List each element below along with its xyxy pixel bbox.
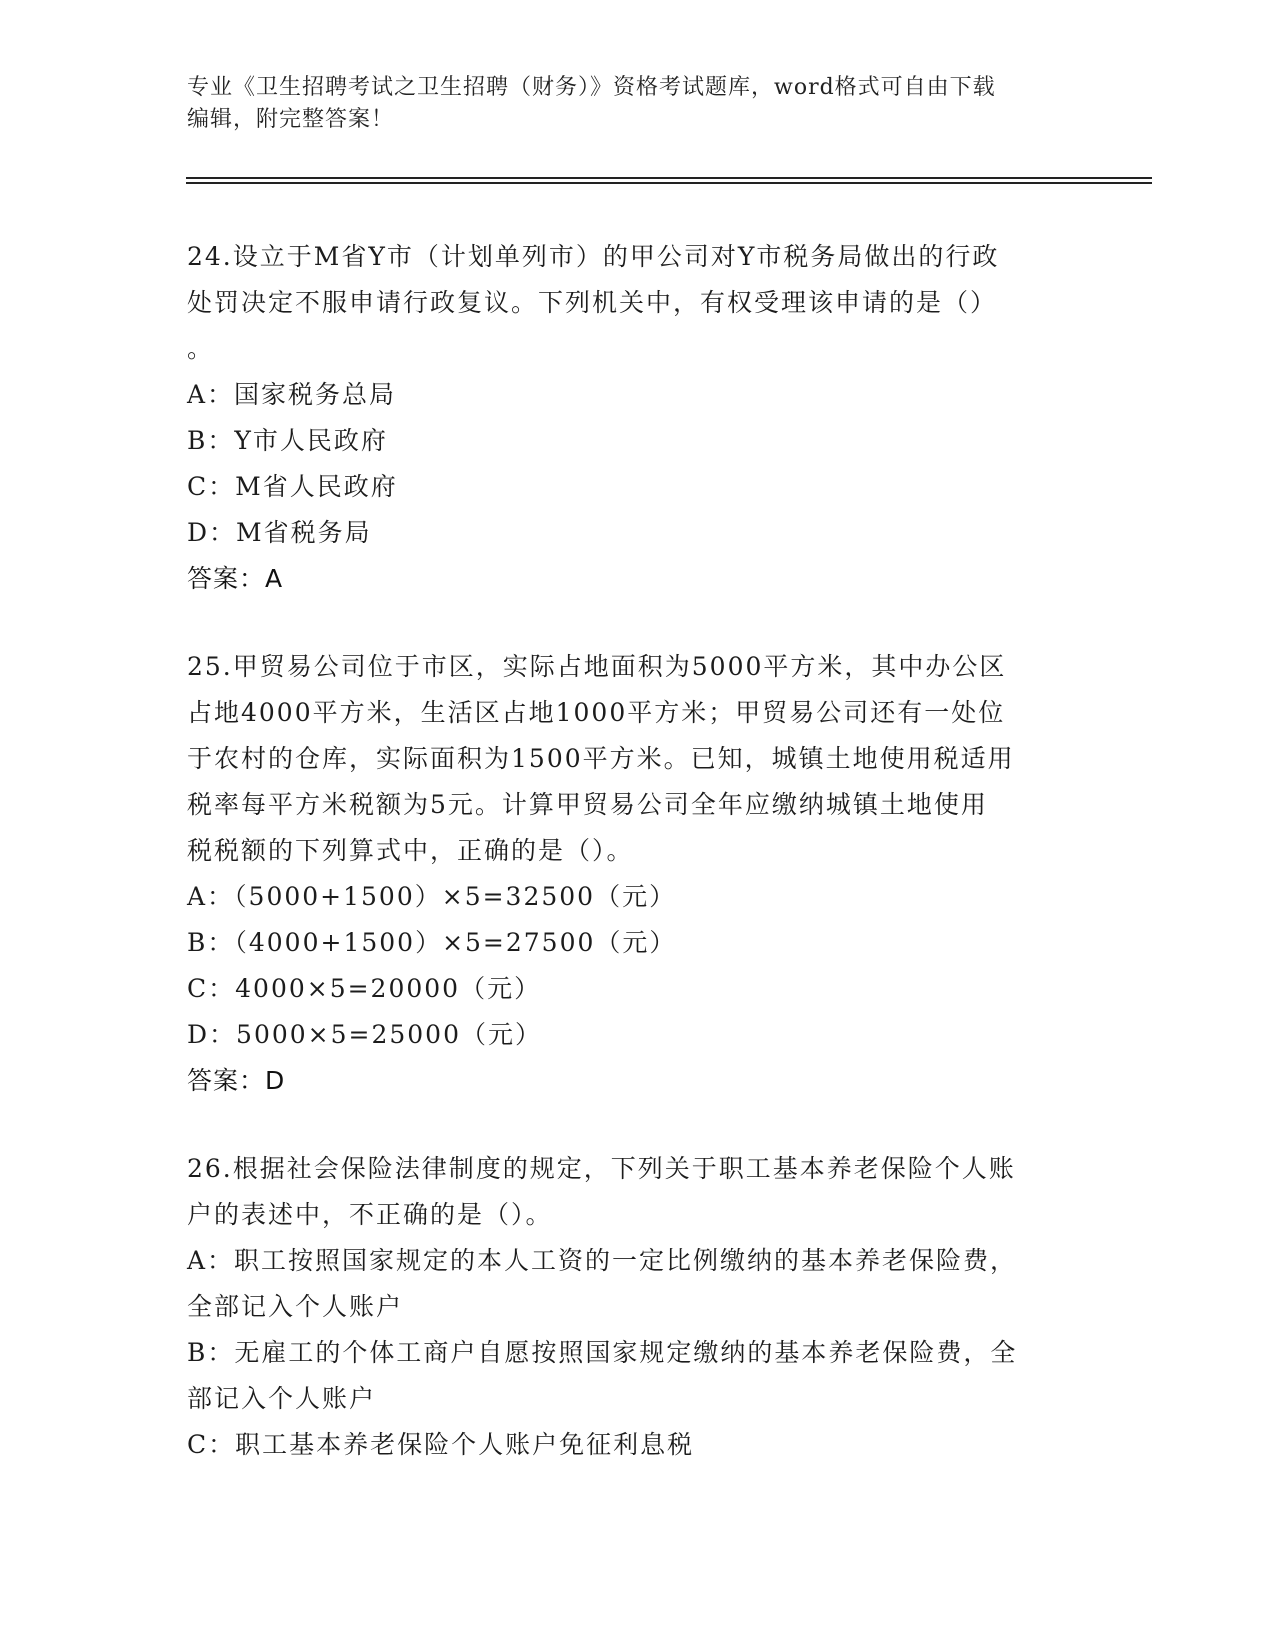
answer-label: 答案：D xyxy=(187,1066,286,1095)
question-stem-line: 25.甲贸易公司位于市区，实际占地面积为5000平方米，其中办公区 xyxy=(187,652,1007,681)
question-stem-line: 于农村的仓库，实际面积为1500平方米。已知，城镇土地使用税适用 xyxy=(187,744,1015,773)
answer-label: 答案：A xyxy=(187,564,284,593)
option-b: B：无雇工的个体工商户自愿按照国家规定缴纳的基本养老保险费，全 xyxy=(187,1338,1018,1367)
option-b-continued: 部记入个人账户 xyxy=(187,1384,377,1413)
question-stem-line: 税税额的下列算式中，正确的是（）。 xyxy=(187,836,634,865)
question-stem-line: 24.设立于M省Y市（计划单列市）的甲公司对Y市税务局做出的行政 xyxy=(187,242,1000,271)
question-list xyxy=(187,234,1087,1468)
option-b: B：（4000+1500）×5=27500（元） xyxy=(187,928,677,957)
question-stem-line: 。 xyxy=(187,334,215,363)
option-d: D：5000×5=25000（元） xyxy=(187,1020,542,1049)
option-c: C：M省人民政府 xyxy=(187,472,398,501)
option-a: A：（5000+1500）×5=32500（元） xyxy=(187,882,677,911)
header-line-2: 编辑，附完整答案！ xyxy=(187,107,395,132)
question-stem-line: 税率每平方米税额为5元。计算甲贸易公司全年应缴纳城镇土地使用 xyxy=(187,790,988,819)
option-b: B：Y市人民政府 xyxy=(187,426,388,455)
question-stem-line: 处罚决定不服申请行政复议。下列机关中，有权受理该申请的是（） xyxy=(187,288,998,317)
header-line-1: 专业《卫生招聘考试之卫生招聘（财务）》资格考试题库，word格式可自由下载 xyxy=(187,75,996,100)
question-26 xyxy=(187,1146,1087,1468)
option-a-continued: 全部记入个人账户 xyxy=(187,1292,404,1321)
option-a: A：职工按照国家规定的本人工资的一定比例缴纳的基本养老保险费， xyxy=(187,1246,1018,1275)
header-divider-top xyxy=(186,177,1152,179)
document-header xyxy=(187,72,1087,136)
header-divider-bottom xyxy=(186,182,1152,184)
option-c: C：4000×5=20000（元） xyxy=(187,974,542,1003)
question-25 xyxy=(187,644,1087,1104)
option-a: A：国家税务总局 xyxy=(187,380,397,409)
question-24 xyxy=(187,234,1087,602)
question-spacer xyxy=(187,602,1087,644)
question-stem-line: 占地4000平方米，生活区占地1000平方米；甲贸易公司还有一处位 xyxy=(187,698,1006,727)
option-d: D：M省税务局 xyxy=(187,518,372,547)
question-spacer xyxy=(187,1104,1087,1146)
question-stem-line: 户的表述中，不正确的是（）。 xyxy=(187,1200,553,1229)
option-c: C：职工基本养老保险个人账户免征利息税 xyxy=(187,1430,695,1459)
question-stem-line: 26.根据社会保险法律制度的规定，下列关于职工基本养老保险个人账 xyxy=(187,1154,1016,1183)
